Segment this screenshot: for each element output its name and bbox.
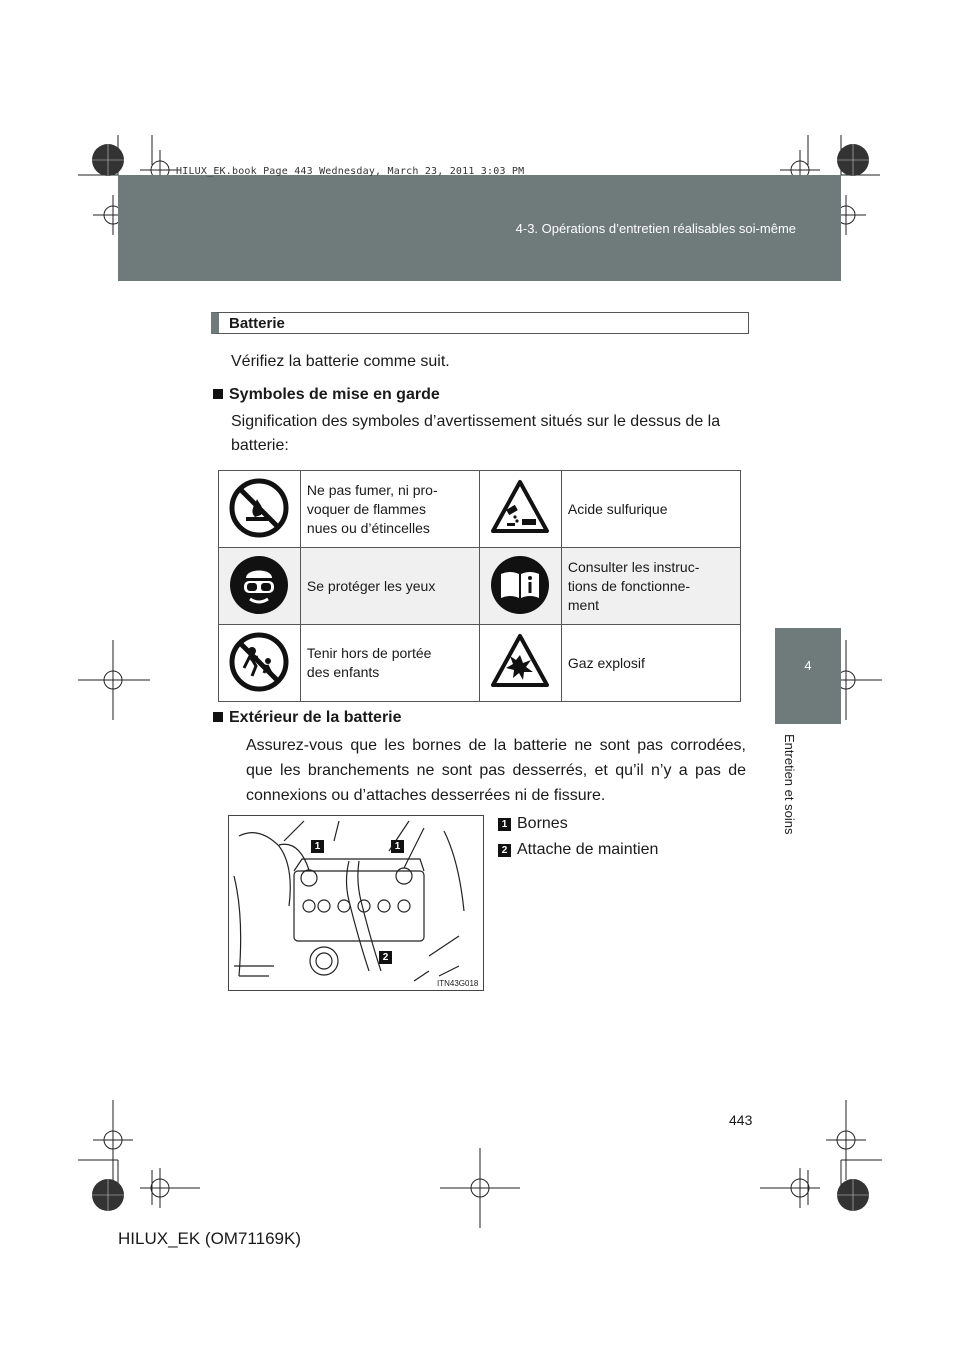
section-title: 4-3. Opérations d’entretien réalisables soi-même	[515, 221, 796, 236]
figure-code: ITN43G018	[437, 979, 479, 988]
table-row	[219, 471, 741, 548]
symbol-label: Tenir hors de portée	[306, 645, 432, 661]
warning-symbols-description: Signification des symboles d’avertissement situés sur le dessus de la batterie:	[231, 413, 721, 454]
callout-2-marker: 2	[498, 844, 511, 857]
callout-1-marker: 1	[311, 840, 324, 853]
chapter-tab	[775, 628, 841, 724]
battery-illustration	[228, 815, 484, 991]
eye-protection-icon	[228, 554, 290, 616]
callout-2-marker: 2	[379, 951, 392, 964]
footer-model: HILUX_EK (OM71169K)	[118, 1229, 301, 1248]
symbol-label: voquer de flammes	[306, 500, 426, 517]
bullet-icon	[213, 389, 223, 399]
symbol-label: Acide sulfurique	[567, 500, 668, 517]
callout-1-marker: 1	[498, 818, 511, 831]
exterior-title: Extérieur de la batterie	[213, 706, 402, 730]
battery-drawing	[229, 816, 483, 990]
symbol-label: Consulter les instruc-	[567, 558, 700, 575]
chapter-number: 4	[804, 658, 812, 673]
exterior-text: Assurez-vous que les bornes de la batterie ne sont pas corrodées, que les branchements ne sont pas desserrés, et qu’il n’y a pas de connexions ou d’attaches desserrées ni de fissure.	[246, 737, 746, 804]
explosive-gas-icon	[489, 631, 551, 693]
warning-symbols-table	[218, 470, 741, 702]
warning-symbols-title: Symboles de mise en garde	[213, 383, 440, 407]
no-fire-icon	[228, 477, 290, 539]
manual-icon	[489, 554, 551, 616]
symbol-label: tions de fonctionne-	[567, 577, 691, 594]
no-children-icon	[228, 631, 290, 693]
symbol-label: Ne pas fumer, ni pro-	[306, 481, 438, 498]
callout-legend-2: 2 Attache de maintien	[498, 838, 658, 862]
acid-warning-icon	[489, 477, 551, 539]
section-heading-text: Batterie	[229, 315, 285, 332]
table-row	[219, 625, 741, 702]
intro-text: Vérifiez la batterie comme suit.	[231, 353, 450, 370]
callout-legend-1: 1 Bornes	[498, 812, 568, 836]
table-row	[219, 548, 741, 625]
symbol-label: Se protéger les yeux	[306, 577, 436, 594]
chapter-label: Entretien et soins	[782, 734, 797, 835]
book-stamp: HILUX_EK.book Page 443 Wednesday, March 23, 2011 3:03 PM	[176, 166, 525, 177]
section-heading	[211, 312, 749, 334]
callout-1-marker: 1	[391, 840, 404, 853]
page-number: 443	[729, 1112, 753, 1128]
symbol-label: Gaz explosif	[567, 654, 645, 671]
bullet-icon	[213, 712, 223, 722]
symbol-label: des enfants	[306, 664, 380, 680]
symbol-label: nues ou d’étincelles	[306, 519, 430, 536]
symbol-label: ment	[567, 596, 600, 613]
